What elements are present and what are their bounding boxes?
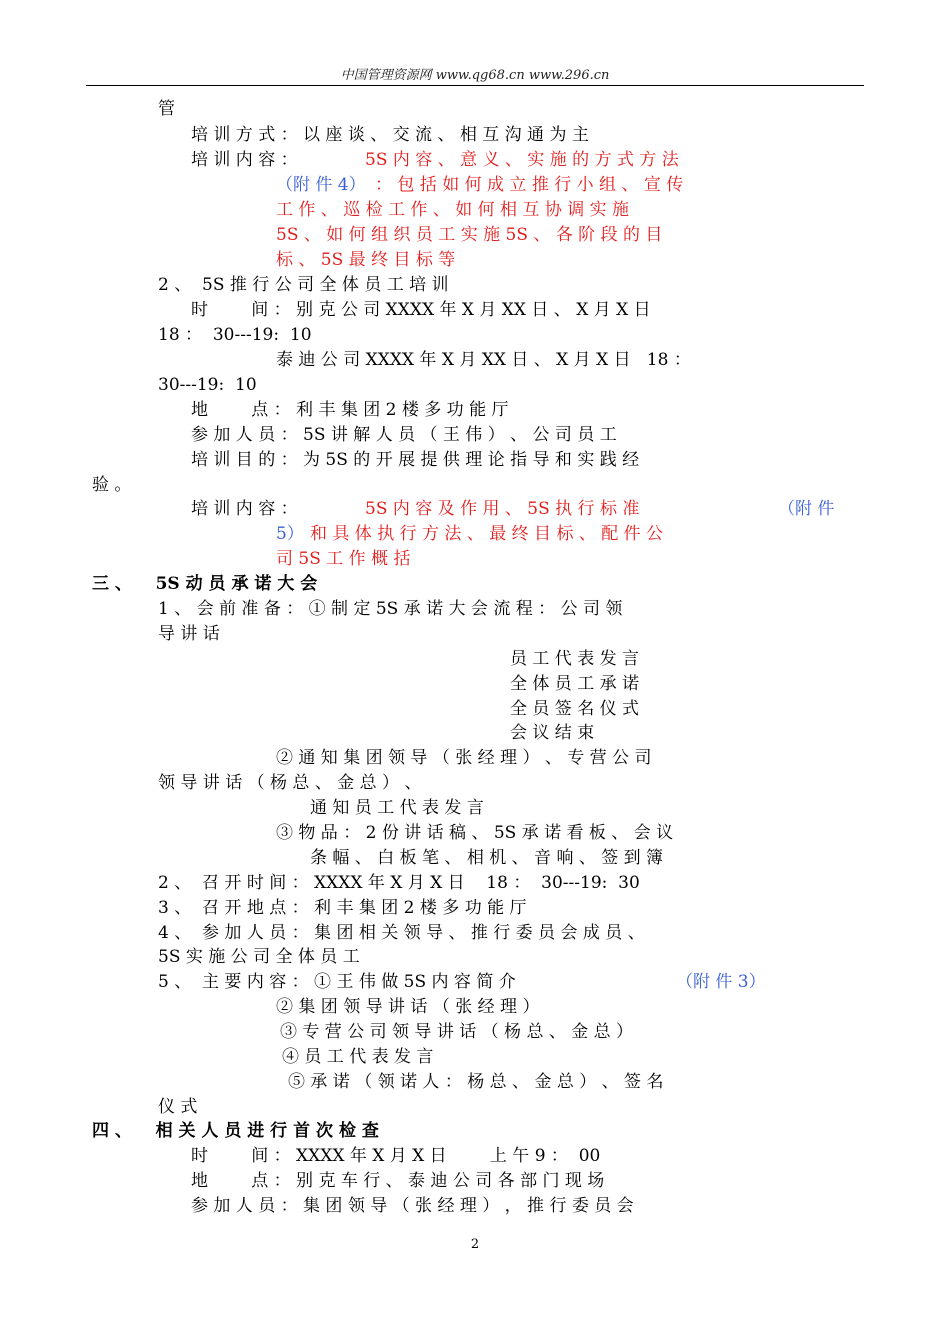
training-content-text-2: 5S 内 容 及 作 用 、 5S 执 行 标 准 — [365, 499, 640, 519]
meeting-location: 3 、 召 开 地 点 ： 利 丰 集 团 2 楼 多 功 能 厅 — [158, 898, 527, 918]
attachment-5-ref-b: 5） — [276, 524, 304, 544]
attachment-5-ref-a: （附 件 — [778, 499, 835, 519]
header-rule — [86, 85, 864, 86]
training-content-cont-3: 5S 、 如 何 组 织 员 工 实 施 5S 、 各 阶 段 的 目 — [276, 225, 663, 245]
inspection-participants: 参 加 人 员 ： 集 团 领 导 （ 张 经 理 ） ， 推 行 委 员 会 — [191, 1196, 634, 1216]
training-content-cont-1: ： 包 括 如 何 成 立 推 行 小 组 、 宣 传 — [375, 175, 684, 195]
main-content-5-end: 仪 式 — [158, 1097, 198, 1117]
inspection-time: 时 间 ： XXXX 年 X 月 X 日 上 午 9 ： 00 — [191, 1146, 601, 1166]
training-content-text-2-cont: 和 具 体 执 行 方 法 、 最 终 目 标 、 配 件 公 — [310, 524, 664, 544]
training-method: 培 训 方 式 ： 以 座 谈 、 交 流 、 相 互 沟 通 为 主 — [191, 125, 589, 145]
section-4-heading: 四 、 相 关 人 员 进 行 首 次 检 查 — [92, 1121, 379, 1141]
purpose-line: 培 训 目 的 ： 为 5S 的 开 展 提 供 理 论 指 导 和 实 践 经 — [191, 450, 640, 470]
flow-step-3: 全 员 签 名 仪 式 — [510, 699, 640, 719]
page-number: 2 — [470, 1237, 480, 1252]
notify-staff: 通 知 员 工 代 表 发 言 — [310, 798, 484, 818]
flow-step-4: 会 议 结 束 — [510, 723, 595, 743]
meeting-participants-1: 4 、 参 加 人 员 ： 集 团 相 关 领 导 、 推 行 委 员 会 成 员 、 — [158, 923, 645, 943]
main-content-5: ⑤ 承 诺 （ 领 诺 人 ： 杨 总 、 金 总 ） 、 签 名 — [288, 1072, 664, 1092]
line-guan: 管 — [158, 99, 175, 119]
time-line-1: 时 间 ： 别 克 公 司 XXXX 年 X 月 XX 日 、 X 月 X 日 — [191, 300, 651, 320]
main-content-4: ④ 员 工 代 表 发 言 — [282, 1047, 434, 1067]
purpose-line-end: 验 。 — [92, 475, 132, 495]
notify-leaders-2: 领 导 讲 话 （ 杨 总 、 金 总 ） 、 — [158, 773, 422, 793]
meeting-time: 2 、 召 开 时 间 ： XXXX 年 X 月 X 日 18 ： 30---19: 30 — [158, 873, 640, 893]
notify-leaders-1: ② 通 知 集 团 领 导 （ 张 经 理 ） 、 专 营 公 司 — [276, 748, 652, 768]
attachment-4-ref: （附 件 4） — [276, 175, 366, 195]
materials-1: ③ 物 品 ： 2 份 讲 话 稿 、 5S 承 诺 看 板 、 会 议 — [276, 823, 674, 843]
flow-step-2: 全 体 员 工 承 诺 — [510, 674, 640, 694]
main-content-3: ③ 专 营 公 司 领 导 讲 话 （ 杨 总 、 金 总 ） — [280, 1022, 634, 1042]
section-3-heading: 三 、 5S 动 员 承 诺 大 会 — [92, 574, 318, 594]
inspection-location: 地 点 ： 别 克 车 行 、 泰 迪 公 司 各 部 门 现 场 — [191, 1171, 605, 1191]
time-line-2: 18 ： 30---19: 10 — [158, 325, 312, 345]
main-content-2: ② 集 团 领 导 讲 话 （ 张 经 理 ） — [276, 997, 540, 1017]
location-line: 地 点 ： 利 丰 集 团 2 楼 多 功 能 厅 — [191, 400, 509, 420]
attachment-3-ref: （附 件 3） — [676, 972, 766, 992]
materials-2: 条 幅 、 白 板 笔 、 相 机 、 音 响 、 签 到 簿 — [310, 848, 664, 868]
time-line-4: 30---19: 10 — [158, 375, 257, 395]
participants-line: 参 加 人 员 ： 5S 讲 解 人 员 （ 王 伟 ） 、 公 司 员 工 — [191, 425, 617, 445]
training-content-text-2-end: 司 5S 工 作 概 括 — [276, 549, 411, 569]
training-content-label-2: 培 训 内 容 ： — [191, 499, 298, 519]
flow-step-1: 员 工 代 表 发 言 — [510, 649, 640, 669]
training-content-text: 5S 内 容 、 意 义 、 实 施 的 方 式 方 法 — [365, 150, 679, 170]
meeting-participants-2: 5S 实 施 公 司 全 体 员 工 — [158, 947, 360, 967]
training-content-cont-2: 工 作 、 巡 检 工 作 、 如 何 相 互 协 调 实 施 — [276, 200, 630, 220]
prep-line-2: 导 讲 话 — [158, 624, 220, 644]
page-header: 中国管理资源网 www.qg68.cn www.296.cn — [340, 68, 610, 83]
training-content-label: 培 训 内 容 ： — [191, 150, 298, 170]
main-content-1: 5 、 主 要 内 容 ： ① 王 伟 做 5S 内 容 简 介 — [158, 972, 516, 992]
item-2-heading: 2 、 5S 推 行 公 司 全 体 员 工 培 训 — [158, 275, 449, 295]
prep-line-1: 1 、 会 前 准 备 ： ① 制 定 5S 承 诺 大 会 流 程 ： 公 司 领 — [158, 599, 623, 619]
time-line-3: 泰 迪 公 司 XXXX 年 X 月 XX 日 、 X 月 X 日 18 ： — [276, 350, 691, 370]
training-content-cont-4: 标 、 5S 最 终 目 标 等 — [276, 250, 456, 270]
